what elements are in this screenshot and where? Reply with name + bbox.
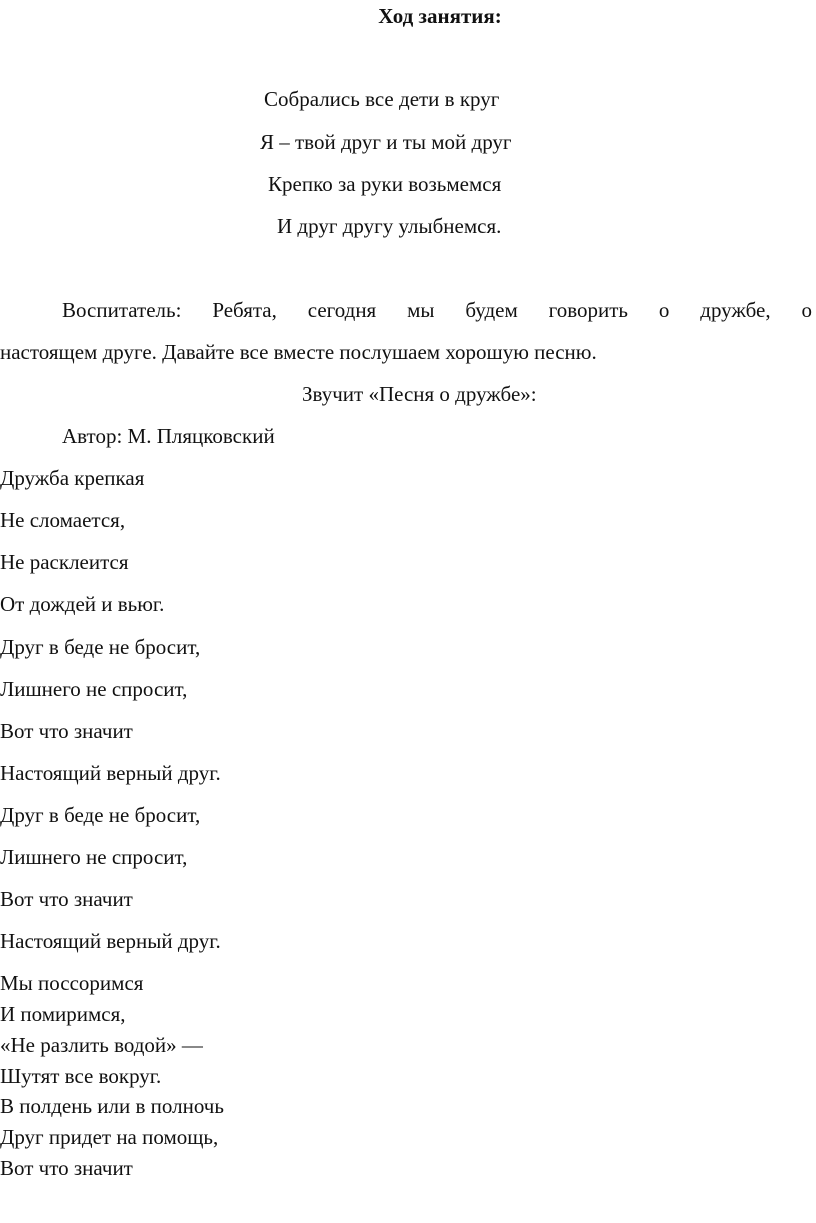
greeting-line: И друг другу улыбнемся. <box>277 214 502 238</box>
greeting-line: Крепко за руки возьмемся <box>268 172 502 196</box>
verse-line: Настоящий верный друг. <box>0 929 221 953</box>
verse-line: Настоящий верный друг. <box>0 761 221 785</box>
verse-line: Шутят все вокруг. <box>0 1064 162 1088</box>
intro-text-line: Воспитатель: Ребята, сегодня мы будем говорить о дружбе, о <box>62 298 812 322</box>
verse-line: Вот что значит <box>0 887 133 911</box>
verse-line: Лишнего не спросит, <box>0 677 188 701</box>
verse-line: Вот что значит <box>0 719 133 743</box>
verse-line: Не сломается, <box>0 508 126 532</box>
greeting-line: Собрались все дети в круг <box>264 87 500 111</box>
verse-line: Друг в беде не бросит, <box>0 635 201 659</box>
song-author: Автор: М. Пляцковский <box>62 424 275 448</box>
song-title: Звучит «Песня о дружбе»: <box>302 382 537 406</box>
verse-line: Лишнего не спросит, <box>0 845 188 869</box>
verse-line: Не расклеится <box>0 550 129 574</box>
verse-line: Мы поссоримся <box>0 971 144 995</box>
intro-text-line: настоящем друге. Давайте все вместе послушаем хорошую песню. <box>0 340 597 364</box>
lesson-title: Ход занятия: <box>378 4 502 28</box>
verse-line: Дружба крепкая <box>0 466 145 490</box>
verse-line: Вот что значит <box>0 1156 133 1180</box>
verse-line: И помиримся, <box>0 1002 126 1026</box>
verse-line: В полдень или в полночь <box>0 1094 224 1118</box>
greeting-line: Я – твой друг и ты мой друг <box>260 130 512 154</box>
verse-line: Друг придет на помощь, <box>0 1125 219 1149</box>
verse-line: От дождей и вьюг. <box>0 592 165 616</box>
verse-line: Друг в беде не бросит, <box>0 803 201 827</box>
verse-line: «Не разлить водой» — <box>0 1033 203 1057</box>
